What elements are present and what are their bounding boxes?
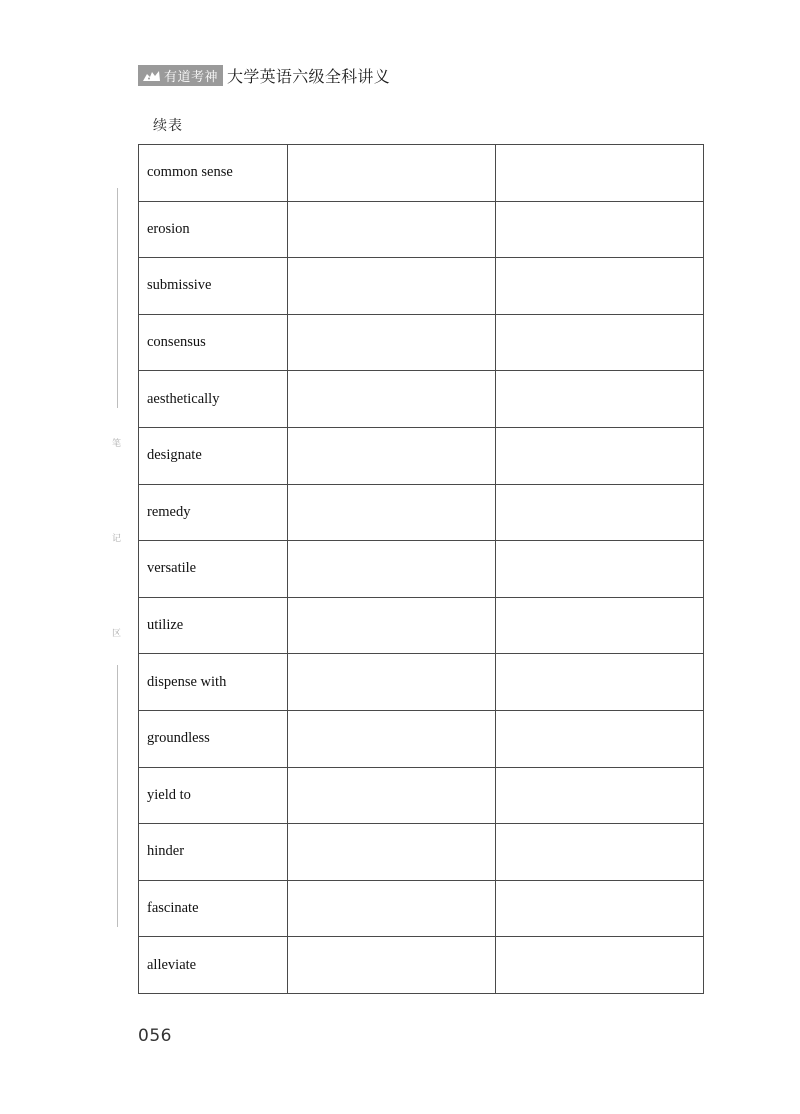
table-row: [139, 258, 704, 315]
brand-badge-text: 有道考神: [164, 69, 219, 85]
word-cell: groundless: [139, 710, 288, 767]
table-row: [139, 880, 704, 937]
word-cell: dispense with: [139, 654, 288, 711]
blank-cell[interactable]: [495, 824, 703, 881]
word-cell: fascinate: [139, 880, 288, 937]
word-cell: alleviate: [139, 937, 288, 994]
word-cell: hinder: [139, 824, 288, 881]
table-row: [139, 937, 704, 994]
brand-badge: [138, 65, 223, 86]
blank-cell[interactable]: [495, 201, 703, 258]
blank-cell[interactable]: [495, 371, 703, 428]
blank-cell[interactable]: [495, 541, 703, 598]
note-area-char: 笔: [112, 439, 122, 449]
blank-cell[interactable]: [495, 597, 703, 654]
blank-cell[interactable]: [287, 654, 495, 711]
word-cell: erosion: [139, 201, 288, 258]
word-cell: aesthetically: [139, 371, 288, 428]
blank-cell[interactable]: [287, 314, 495, 371]
table-row: [139, 710, 704, 767]
table-row: [139, 201, 704, 258]
blank-cell[interactable]: [495, 880, 703, 937]
vocabulary-table: [138, 144, 704, 994]
blank-cell[interactable]: [495, 767, 703, 824]
blank-cell[interactable]: [495, 484, 703, 541]
blank-cell[interactable]: [495, 654, 703, 711]
word-cell: yield to: [139, 767, 288, 824]
table-row: [139, 654, 704, 711]
blank-cell[interactable]: [287, 371, 495, 428]
blank-cell[interactable]: [287, 597, 495, 654]
blank-cell[interactable]: [287, 767, 495, 824]
blank-cell[interactable]: [495, 710, 703, 767]
blank-cell[interactable]: [287, 541, 495, 598]
table-row: [139, 427, 704, 484]
word-cell: versatile: [139, 541, 288, 598]
blank-cell[interactable]: [287, 710, 495, 767]
note-area-rule-bottom: [117, 665, 118, 927]
blank-cell[interactable]: [287, 145, 495, 202]
table-row: [139, 767, 704, 824]
word-cell: consensus: [139, 314, 288, 371]
blank-cell[interactable]: [287, 201, 495, 258]
word-cell: common sense: [139, 145, 288, 202]
table-continued-label: 续表: [153, 118, 183, 134]
blank-cell[interactable]: [287, 258, 495, 315]
blank-cell[interactable]: [495, 145, 703, 202]
blank-cell[interactable]: [287, 937, 495, 994]
table-row: [139, 145, 704, 202]
table-row: [139, 541, 704, 598]
word-cell: submissive: [139, 258, 288, 315]
book-title: 大学英语六级全科讲义: [227, 66, 391, 86]
table-row: [139, 824, 704, 881]
word-cell: designate: [139, 427, 288, 484]
note-area-rule-top: [117, 188, 118, 408]
note-area-char: 区: [112, 629, 122, 639]
page-header: [138, 64, 390, 86]
blank-cell[interactable]: [495, 258, 703, 315]
blank-cell[interactable]: [495, 937, 703, 994]
table-row: [139, 371, 704, 428]
blank-cell[interactable]: [287, 880, 495, 937]
note-area-char: 记: [112, 534, 122, 544]
table-row: [139, 484, 704, 541]
word-cell: remedy: [139, 484, 288, 541]
blank-cell[interactable]: [495, 427, 703, 484]
fox-logo-icon: [142, 68, 161, 83]
blank-cell[interactable]: [495, 314, 703, 371]
blank-cell[interactable]: [287, 427, 495, 484]
table-row: [139, 597, 704, 654]
blank-cell[interactable]: [287, 824, 495, 881]
table-row: [139, 314, 704, 371]
blank-cell[interactable]: [287, 484, 495, 541]
word-cell: utilize: [139, 597, 288, 654]
page-number: 056: [138, 1026, 172, 1046]
